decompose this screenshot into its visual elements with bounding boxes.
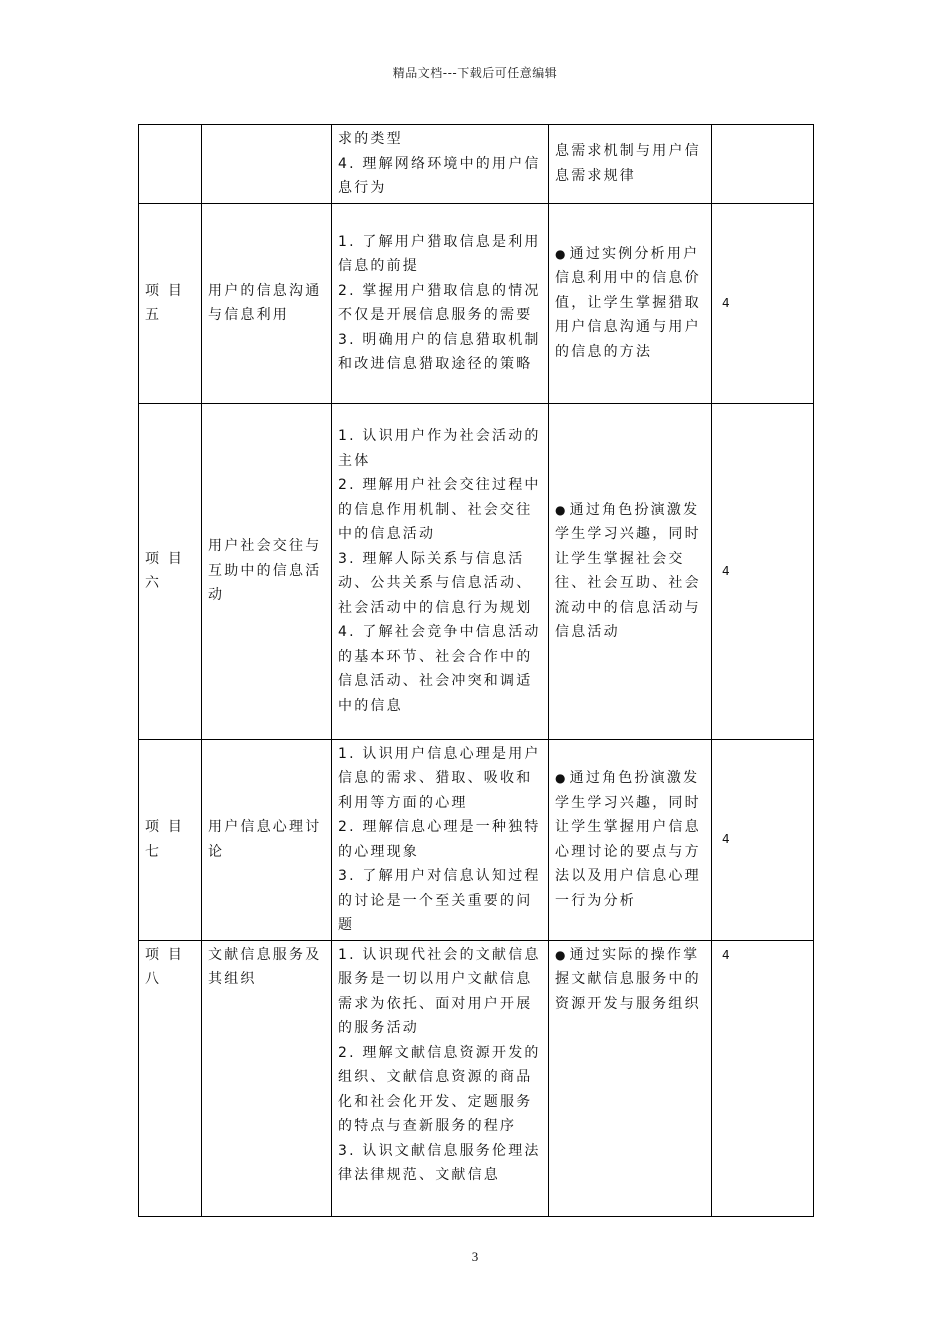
objective-line: 1. 了解用户猎取信息是利用信息的前提: [338, 233, 541, 274]
objective-line: 2. 理解用户社会交往过程中的信息作用机制、社会交往中的信息活动: [338, 477, 541, 542]
method-text: 息需求机制与用户信息需求规律: [555, 143, 701, 184]
page-header: 精品文档---下载后可任意编辑: [392, 66, 558, 80]
table-row: [139, 125, 814, 204]
hours-cell: 4: [712, 203, 814, 403]
table-row: [139, 403, 814, 739]
objectives-cell: [332, 940, 549, 1216]
method-cell: [549, 739, 712, 940]
objective-line: 3. 明确用户的信息猎取机制和改进信息猎取途径的策略: [338, 331, 541, 372]
objective-line: 3. 认识文献信息服务伦理法律法律规范、文献信息: [338, 1142, 541, 1183]
project-name-cell: 文献信息服务及其组织: [202, 940, 332, 1216]
project-name-cell: 用户的信息沟通与信息利用: [202, 203, 332, 403]
objective-line: 2. 理解信息心理是一种独特的心理现象: [338, 819, 541, 860]
table-row: [139, 739, 814, 940]
project-cell: [139, 125, 202, 204]
objective-line: 1. 认识用户信息心理是用户信息的需求、猎取、吸收和利用等方面的心理: [338, 745, 541, 811]
method-cell: [549, 403, 712, 739]
objective-line: 4. 了解社会竞争中信息活动的基本环节、社会合作中的信息活动、社会冲突和调适中的信息: [338, 624, 541, 714]
method-text: ● 通过角色扮演激发学生学习兴趣，同时让学生掌握用户信息心理讨论的要点与方法以及用户信息心理一行为分析: [555, 770, 701, 909]
table-row: [139, 940, 814, 1216]
objective-line: 4. 理解网络环境中的用户信息行为: [338, 155, 541, 196]
project-cell: 项 目五: [139, 203, 202, 403]
objectives-cell: [332, 125, 549, 204]
objective-line: 3. 理解人际关系与信息活动、公共关系与信息活动、社会活动中的信息行为规划: [338, 550, 533, 616]
method-cell: [549, 203, 712, 403]
project-name-cell: 用户社会交往与互助中的信息活动: [202, 403, 332, 739]
project-name-cell: [202, 125, 332, 204]
hours-cell: 4: [712, 940, 814, 1216]
objectives-cell: [332, 203, 549, 403]
objective-line: 2. 理解文献信息资源开发的组织、文献信息资源的商品化和社会化开发、定题服务的特点与查新服务的程序: [338, 1044, 541, 1134]
method-text: ● 通过实际的操作掌握文献信息服务中的资源开发与服务组织: [555, 947, 701, 1012]
objective-line: 求的类型: [338, 131, 403, 147]
project-cell: 项 目六: [139, 403, 202, 739]
objective-line: 1. 认识用户作为社会活动的主体: [338, 428, 541, 469]
objectives-cell: [332, 403, 549, 739]
objective-line: 1. 认识现代社会的文献信息服务是一切以用户文献信息需求为依托、面对用户开展的服务活动: [338, 946, 541, 1036]
table-row: [139, 203, 814, 403]
method-cell: [549, 125, 712, 204]
hours-cell: 4: [712, 403, 814, 739]
method-text: ● 通过角色扮演激发学生学习兴趣，同时让学生掌握社会交往、社会互助、社会流动中的信息活动与信息活动: [555, 502, 701, 641]
objective-line: 2. 掌握用户猎取信息的情况不仅是开展信息服务的需要: [338, 282, 541, 323]
project-name-cell: 用户信息心理讨论: [202, 739, 332, 940]
project-cell: 项 目八: [139, 940, 202, 1216]
objectives-cell: [332, 739, 549, 940]
hours-cell: [712, 125, 814, 204]
project-cell: 项 目七: [139, 739, 202, 940]
course-table: [138, 124, 814, 1217]
method-text: ● 通过实例分析用户信息利用中的信息价值，让学生掌握猎取用户信息沟通与用户的信息的方法: [555, 246, 701, 360]
objective-line: 3. 了解用户对信息认知过程的讨论是一个至关重要的问题: [338, 868, 541, 933]
hours-cell: 4: [712, 739, 814, 940]
page-number: 3: [471, 1249, 479, 1264]
method-cell: [549, 940, 712, 1216]
